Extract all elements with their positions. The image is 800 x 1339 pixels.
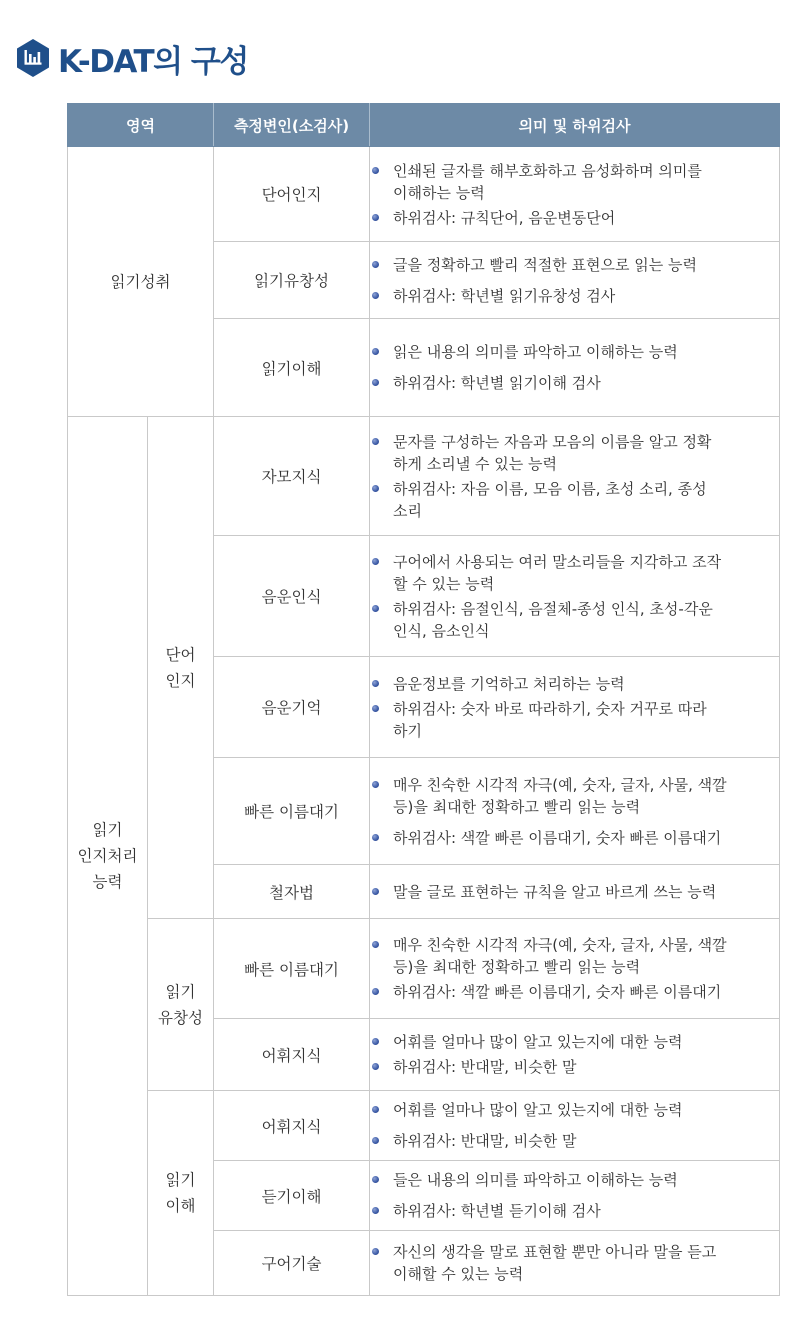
bullet-icon <box>372 1248 379 1255</box>
subarea-cell <box>148 417 214 919</box>
bullet-text-line: 이해하는 능력 <box>393 183 485 202</box>
bullet-list <box>370 881 779 903</box>
table-header-row <box>68 104 780 147</box>
bullet-list <box>370 160 779 229</box>
bullet-text-line: 문자를 구성하는 자음과 모음의 이름을 알고 정확 <box>393 432 712 451</box>
bullet-list <box>370 673 779 742</box>
bullet-item <box>370 881 779 903</box>
page-title: K-DAT의 구성 <box>58 43 248 80</box>
label-line: 이해 <box>165 1197 196 1215</box>
bullet-item <box>370 551 779 595</box>
description-cell <box>370 319 780 417</box>
label-line: 읽기 <box>92 821 123 839</box>
bullet-icon <box>372 1106 379 1113</box>
bullet-icon <box>372 605 379 612</box>
bullet-text-line: 인식, 음소인식 <box>393 621 490 640</box>
bullet-item <box>370 372 779 394</box>
bullet-icon <box>372 214 379 221</box>
table-body <box>68 147 780 1296</box>
bullet-icon <box>372 1207 379 1214</box>
bullet-item <box>370 431 779 475</box>
bullet-list <box>370 1169 779 1222</box>
label-line: 읽기 <box>165 1171 196 1189</box>
bullet-text-line: 하위검사: 학년별 읽기이해 검사 <box>393 374 601 392</box>
table-row <box>68 919 780 1019</box>
bullet-item <box>370 1200 779 1222</box>
bullet-list <box>370 341 779 394</box>
bullet-icon <box>372 705 379 712</box>
bullet-text-line: 매우 친숙한 시각적 자극(예, 숫자, 글자, 사물, 색깔 <box>393 936 727 954</box>
bullet-icon <box>372 1063 379 1070</box>
bullet-text-line: 하위검사: 학년별 듣기이해 검사 <box>393 1202 601 1220</box>
bullet-text-line: 하게 소리낼 수 있는 능력 <box>393 454 557 473</box>
column-header-meaning: 의미 및 하위검사 <box>370 104 780 147</box>
bullet-text-line: 등)을 최대한 정확하고 빨리 읽는 능력 <box>393 958 641 976</box>
bullet-icon <box>372 1176 379 1183</box>
bullet-item <box>370 673 779 695</box>
bullet-item <box>370 285 779 307</box>
variable-cell: 읽기유창성 <box>214 242 370 319</box>
bullet-item <box>370 934 779 978</box>
label-line: 단어 <box>165 645 196 664</box>
subarea-cell <box>148 919 214 1091</box>
variable-cell: 빠른 이름대기 <box>214 758 370 865</box>
variable-cell: 음운기억 <box>214 657 370 758</box>
bullet-icon <box>372 438 379 445</box>
label-line: 읽기성취 <box>110 272 171 291</box>
label-line: 인지처리 <box>77 847 138 865</box>
bullet-text-line: 하위검사: 반대말, 비슷한 말 <box>393 1132 577 1150</box>
area-cell <box>68 147 214 417</box>
bullet-icon <box>372 558 379 565</box>
bullet-text-line: 하위검사: 규칙단어, 음운변동단어 <box>393 208 616 227</box>
bullet-text-line: 등)을 최대한 정확하고 빨리 읽는 능력 <box>393 797 641 816</box>
bullet-item <box>370 774 779 818</box>
bullet-item <box>370 160 779 204</box>
description-cell <box>370 657 780 758</box>
table-row <box>68 417 780 536</box>
column-header-variable: 측정변인(소검사) <box>214 104 370 147</box>
bullet-text-line: 어휘를 얼마나 많이 알고 있는지에 대한 능력 <box>393 1101 683 1119</box>
bullet-list <box>370 1241 779 1285</box>
bullet-list <box>370 1099 779 1152</box>
bullet-text-line: 어휘를 얼마나 많이 알고 있는지에 대한 능력 <box>393 1033 683 1051</box>
bullet-list <box>370 774 779 849</box>
variable-cell: 듣기이해 <box>214 1161 370 1231</box>
bullet-item <box>370 981 779 1003</box>
bullet-text-line: 자신의 생각을 말로 표현할 뿐만 아니라 말을 듣고 <box>393 1243 717 1261</box>
description-cell <box>370 147 780 242</box>
bullet-text-line: 소리 <box>393 501 422 520</box>
description-cell <box>370 242 780 319</box>
bullet-item <box>370 1031 779 1053</box>
description-cell <box>370 1091 780 1161</box>
table-row <box>68 1091 780 1161</box>
bullet-icon <box>372 834 379 841</box>
bullet-item <box>370 254 779 276</box>
page-header <box>15 37 248 79</box>
bullet-text-line: 하위검사: 색깔 빠른 이름대기, 숫자 빠른 이름대기 <box>393 828 722 847</box>
bullet-item <box>370 1130 779 1152</box>
variable-cell: 구어기술 <box>214 1231 370 1296</box>
bullet-icon <box>372 348 379 355</box>
bullet-text-line: 글을 정확하고 빨리 적절한 표현으로 읽는 능력 <box>393 255 697 274</box>
column-header-area: 영역 <box>68 104 214 147</box>
area-cell <box>68 417 148 1296</box>
description-cell <box>370 865 780 919</box>
variable-cell: 음운인식 <box>214 536 370 657</box>
table-row <box>68 147 780 242</box>
bullet-text-line: 할 수 있는 능력 <box>393 574 495 593</box>
bullet-item <box>370 1241 779 1285</box>
description-cell <box>370 1231 780 1296</box>
bullet-icon <box>372 680 379 687</box>
bullet-item <box>370 1056 779 1078</box>
label-line: 능력 <box>92 873 123 891</box>
label-line: 읽기 <box>165 982 196 1001</box>
description-cell <box>370 758 780 865</box>
bullet-icon <box>372 485 379 492</box>
bullet-item <box>370 341 779 363</box>
description-cell <box>370 1161 780 1231</box>
bullet-text-line: 들은 내용의 의미를 파악하고 이해하는 능력 <box>393 1171 678 1189</box>
description-cell <box>370 417 780 536</box>
bullet-icon <box>372 941 379 948</box>
variable-cell: 어휘지식 <box>214 1091 370 1161</box>
description-cell <box>370 919 780 1019</box>
bullet-item <box>370 827 779 849</box>
variable-cell: 빠른 이름대기 <box>214 919 370 1019</box>
bar-chart-hexagon-icon <box>15 38 51 78</box>
bullet-item <box>370 1169 779 1191</box>
variable-cell: 단어인지 <box>214 147 370 242</box>
bullet-list <box>370 431 779 522</box>
bullet-text-line: 하위검사: 반대말, 비슷한 말 <box>393 1058 577 1076</box>
bullet-text-line: 인쇄된 글자를 해부호화하고 음성화하며 의미를 <box>393 161 702 180</box>
bullet-icon <box>372 261 379 268</box>
description-cell <box>370 1019 780 1091</box>
variable-cell: 철자법 <box>214 865 370 919</box>
bullet-text-line: 하위검사: 색깔 빠른 이름대기, 숫자 빠른 이름대기 <box>393 983 722 1001</box>
bullet-icon <box>372 988 379 995</box>
bullet-text-line: 이해할 수 있는 능력 <box>393 1265 524 1283</box>
bullet-item <box>370 1099 779 1121</box>
bullet-text-line: 음운정보를 기억하고 처리하는 능력 <box>393 674 625 693</box>
bullet-icon <box>372 292 379 299</box>
bullet-text-line: 하위검사: 음절인식, 음절체-종성 인식, 초성-각운 <box>393 599 713 618</box>
bullet-item <box>370 598 779 642</box>
composition-table <box>67 103 780 1296</box>
bullet-icon <box>372 888 379 895</box>
variable-cell: 어휘지식 <box>214 1019 370 1091</box>
bullet-list <box>370 551 779 642</box>
bullet-icon <box>372 167 379 174</box>
bullet-text-line: 하위검사: 학년별 읽기유창성 검사 <box>393 286 616 305</box>
bullet-item <box>370 478 779 522</box>
variable-cell: 읽기이해 <box>214 319 370 417</box>
bullet-item <box>370 207 779 229</box>
bullet-icon <box>372 781 379 788</box>
bullet-text-line: 하위검사: 숫자 바로 따라하기, 숫자 거꾸로 따라 <box>393 699 707 718</box>
bullet-text-line: 읽은 내용의 의미를 파악하고 이해하는 능력 <box>393 343 678 361</box>
bullet-item <box>370 698 779 742</box>
description-cell <box>370 536 780 657</box>
bullet-text-line: 매우 친숙한 시각적 자극(예, 숫자, 글자, 사물, 색깔 <box>393 775 727 794</box>
bullet-icon <box>372 1038 379 1045</box>
bullet-text-line: 말을 글로 표현하는 규칙을 알고 바르게 쓰는 능력 <box>393 882 717 901</box>
bullet-text-line: 구어에서 사용되는 여러 말소리들을 지각하고 조작 <box>393 552 722 571</box>
bullet-list <box>370 1031 779 1078</box>
bullet-list <box>370 254 779 307</box>
bullet-icon <box>372 379 379 386</box>
subarea-cell <box>148 1091 214 1296</box>
bullet-text-line: 하기 <box>393 721 422 740</box>
label-line: 인지 <box>165 671 196 690</box>
bullet-text-line: 하위검사: 자음 이름, 모음 이름, 초성 소리, 종성 <box>393 479 707 498</box>
bullet-icon <box>372 1137 379 1144</box>
variable-cell: 자모지식 <box>214 417 370 536</box>
bullet-list <box>370 934 779 1003</box>
label-line: 유창성 <box>158 1008 203 1027</box>
